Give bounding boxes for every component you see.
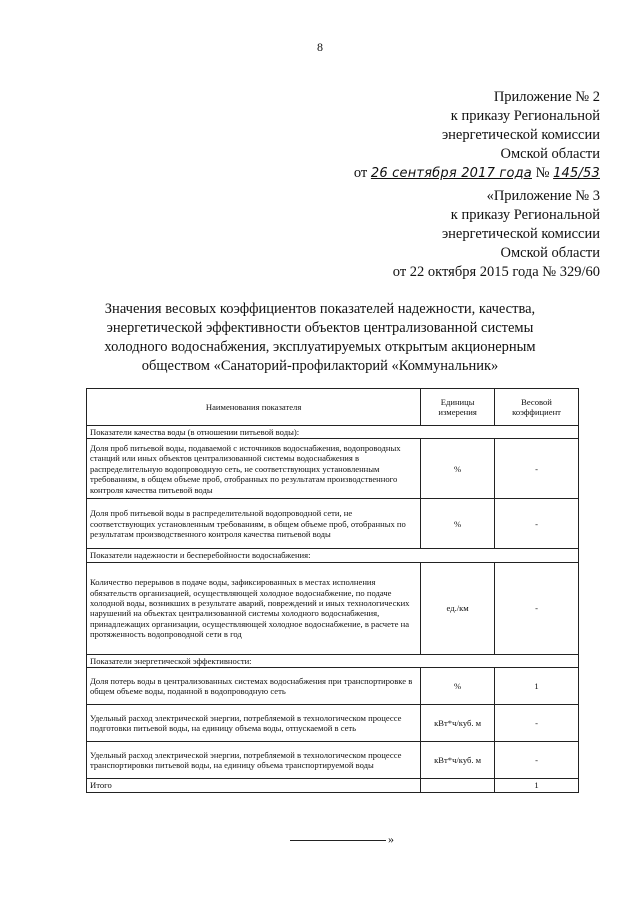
total-row	[87, 779, 579, 792]
handwritten-date: 26 сентября 2017 года	[370, 166, 532, 181]
section-row-energy	[87, 654, 579, 667]
indicator-weight: -	[495, 499, 579, 549]
indicator-unit: кВт*ч/куб. м	[421, 705, 495, 742]
table-row	[87, 439, 579, 499]
indicator-name: Доля потерь воды в централизованных системах водоснабжения при транспортировке в общем объеме воды, поданной в водопроводную сеть	[87, 668, 421, 705]
handwritten-number: 145/53	[553, 166, 600, 181]
date-prefix: от	[353, 165, 368, 181]
indicator-name: Количество перерывов в подаче воды, зафиксированных в местах исполнения обязательств организацией, осуществляющей холодное водоснабжение, по подаче холодной воды, возникших в результате аварий, повреждений и иных технологических нарушений на объектах централизованной системы холодного водоснабжения, принадлежащих организации, осуществляющей холодное водоснабжение, в расчете на протяженность водопроводной сети в год	[87, 562, 421, 654]
table-row	[87, 705, 579, 742]
appendix-line: энергетической комиссии	[441, 226, 600, 242]
indicator-unit: %	[421, 668, 495, 705]
appendix-line: к приказу Региональной	[450, 207, 600, 223]
appendix-line: энергетической комиссии	[441, 127, 600, 143]
title-line: холодного водоснабжения, эксплуатируемых открытым акционерным	[104, 339, 536, 355]
table-row	[87, 742, 579, 779]
table-row	[87, 668, 579, 705]
total-weight: 1	[495, 779, 579, 792]
document-title	[60, 300, 580, 376]
indicator-name: Доля проб питьевой воды в распределительной водопроводной сети, не соответствующих установленным требованиям, в общем объеме проб, отобранных по результатам производственного контроля качества питьевой воды	[87, 499, 421, 549]
indicator-name: Удельный расход электрической энергии, потребляемой в технологическом процессе транспортировки питьевой воды, на единицу объема транспортируемой воды	[87, 742, 421, 779]
indicator-weight: -	[495, 439, 579, 499]
indicator-weight: -	[495, 742, 579, 779]
appendix-line: Приложение № 2	[493, 89, 600, 105]
title-line: энергетической эффективности объектов централизованной системы	[106, 320, 534, 336]
closing-mark	[290, 832, 394, 846]
appendix-line: Омской области	[500, 245, 600, 261]
section-title: Показатели надежности и бесперебойности водоснабжения:	[87, 549, 579, 562]
indicator-name: Удельный расход электрической энергии, потребляемой в технологическом процессе подготовки питьевой воды, на единицу объема воды, отпускаемой в сеть	[87, 705, 421, 742]
total-label: Итого	[87, 779, 421, 792]
appendix-line: «Приложение № 3	[486, 188, 600, 204]
page-number: 8	[317, 40, 323, 54]
indicator-weight: -	[495, 562, 579, 654]
section-row-quality	[87, 426, 579, 439]
table-row	[87, 499, 579, 549]
appendix-line: от 22 октября 2015 года № 329/60	[392, 264, 600, 280]
header-name: Наименования показателя	[87, 389, 421, 426]
indicator-name: Доля проб питьевой воды, подаваемой с источников водоснабжения, водопроводных станций или иных объектов централизованной системы водоснабжения в распределительную водопроводную сеть, не соответствующих установленным требованиям, в общем объеме проб, отобранных по результатам производственного контроля качества питьевой воды	[87, 439, 421, 499]
section-row-reliability	[87, 549, 579, 562]
indicator-unit: кВт*ч/куб. м	[421, 742, 495, 779]
appendix-header-old	[393, 187, 600, 282]
header-unit: Единицы измерения	[421, 389, 495, 426]
number-prefix: №	[535, 165, 550, 181]
indicator-unit: %	[421, 499, 495, 549]
closing-underline	[290, 834, 386, 841]
header-weight: Весовой коэффициент	[495, 389, 579, 426]
total-unit	[421, 779, 495, 792]
section-title: Показатели качества воды (в отношении питьевой воды):	[87, 426, 579, 439]
indicator-unit: %	[421, 439, 495, 499]
appendix-header-new	[354, 88, 600, 183]
table-row	[87, 562, 579, 654]
indicator-unit: ед./км	[421, 562, 495, 654]
section-title: Показатели энергетической эффективности:	[87, 654, 579, 667]
coefficients-table	[86, 388, 579, 793]
appendix-line: к приказу Региональной	[450, 108, 600, 124]
appendix-line: Омской области	[500, 146, 600, 162]
appendix-date-line	[354, 164, 600, 183]
title-line: Значения весовых коэффициентов показателей надежности, качества,	[104, 301, 536, 317]
indicator-weight: -	[495, 705, 579, 742]
table-header-row	[87, 389, 579, 426]
closing-quote: »	[388, 832, 394, 846]
indicator-weight: 1	[495, 668, 579, 705]
title-line: обществом «Санаторий-профилакторий «Коммунальник»	[141, 358, 499, 374]
